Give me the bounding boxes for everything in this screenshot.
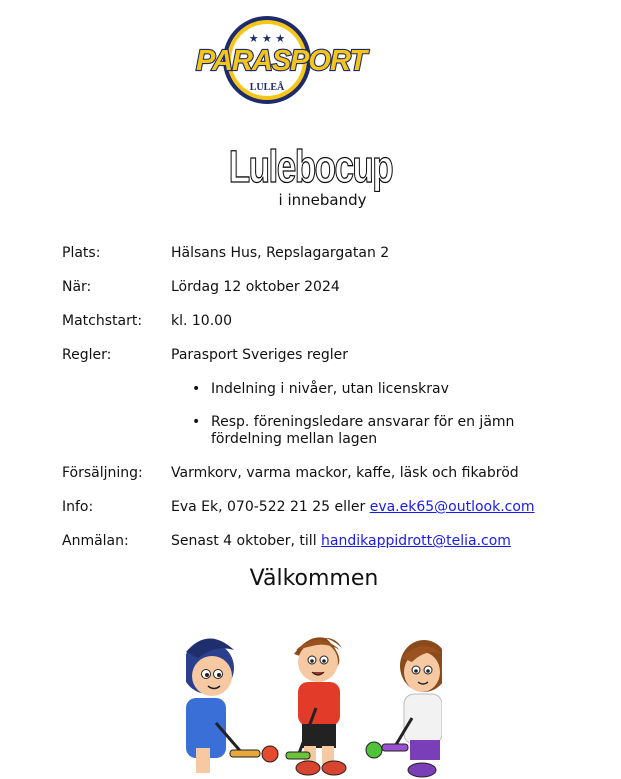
logo-stars: ★ ★ ★	[248, 32, 286, 45]
welcome-heading: Välkommen	[249, 566, 379, 591]
rule-item: Resp. föreningsledare ansvarar för en jämn fördelning mellan lagen	[211, 414, 515, 447]
anmalan-text: Senast 4 oktober, till	[171, 533, 322, 549]
nar-value: Lördag 12 oktober 2024	[171, 279, 340, 295]
plats-value: Hälsans Hus, Repslagargatan 2	[171, 245, 390, 261]
forsaljning-label: Försäljning:	[62, 465, 143, 481]
rule-item: Indelning i nivåer, utan licenskrav	[211, 381, 449, 397]
logo-city: LULEÅ	[249, 82, 285, 93]
matchstart-label: Matchstart:	[62, 313, 143, 329]
info-label: Info:	[62, 499, 94, 515]
logo-wordmark: PARASPORT	[196, 45, 370, 77]
anmalan-email-link[interactable]: handikappidrott@telia.com	[321, 533, 511, 549]
left-kid-figure	[186, 638, 278, 773]
regler-value: Parasport Sveriges regler	[171, 347, 349, 363]
nar-label: När:	[62, 279, 92, 295]
plats-label: Plats:	[62, 245, 101, 261]
floorball-kids-illustration	[186, 628, 442, 779]
parasport-lulea-logo	[193, 14, 373, 106]
info-value	[171, 499, 535, 515]
event-title: Lulebocup	[228, 141, 393, 192]
anmalan-value	[171, 533, 511, 549]
event-subtitle: i innebandy	[278, 191, 367, 209]
bullet-icon: •	[192, 414, 201, 430]
anmalan-label: Anmälan:	[62, 533, 129, 549]
regler-label: Regler:	[62, 347, 112, 363]
info-contact-text: Eva Ek, 070-522 21 25 eller	[171, 499, 370, 515]
matchstart-value: kl. 10.00	[171, 313, 232, 329]
forsaljning-value: Varmkorv, varma mackor, kaffe, läsk och fikabröd	[171, 465, 519, 481]
middle-kid-figure	[286, 637, 346, 775]
bullet-icon: •	[192, 381, 201, 397]
info-email-link[interactable]: eva.ek65@outlook.com	[369, 499, 535, 515]
right-kid-figure	[366, 640, 442, 777]
